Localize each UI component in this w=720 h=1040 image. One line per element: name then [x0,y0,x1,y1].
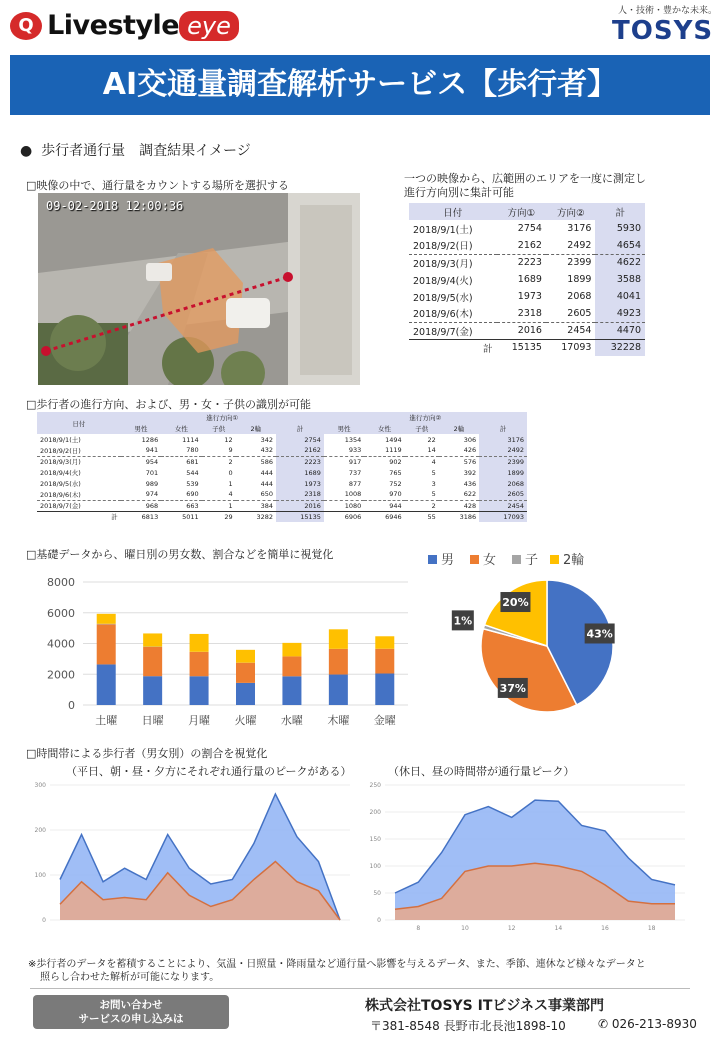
footnote-line2: 照らし合わせた解析が可能になります。 [40,972,220,983]
table-total-row [409,339,645,356]
legend-swatch [470,555,479,564]
bullet-icon: ● [20,143,33,159]
table-cell: 342 [260,435,274,444]
table-cell: 2399 [546,254,595,271]
table-cell: 576 [439,456,479,467]
contact-button-line2: サービスの申し込みは [78,1013,184,1025]
table-cell: 2318 [276,489,324,500]
x-tick-label: 日曜 [141,714,164,727]
table-subheader: 計 [479,423,527,434]
x-tick-label: 14 [554,925,563,932]
table-cell: 2492 [479,445,527,456]
table-cell: 428 [439,500,479,511]
contact-button[interactable] [33,995,229,1029]
bar-segment [282,656,301,676]
col-total: 計 [595,203,645,220]
table-cell: 3282 [236,511,276,522]
data-label: 1% [453,614,473,628]
tosys-logo: TOSYS [612,16,714,46]
y-tick-label: 100 [34,872,46,879]
table-cell: 737 [348,468,362,477]
bar-segment [190,634,209,652]
table-cell: 444 [260,468,274,477]
table-cell: 780 [186,446,199,455]
table-cell: 4041 [595,288,645,305]
table-cell: 1899 [567,274,592,285]
x-tick-label: 土曜 [95,714,118,727]
footer-divider [30,988,690,989]
table-cell: 2016 [497,322,546,339]
phone-icon: ✆ [598,1017,609,1031]
table-cell: 650 [260,490,274,499]
table-row [37,478,527,489]
tosys-tagline: 人・技術・豊かな未来。 [618,6,718,16]
table-cell: 2162 [276,445,324,456]
table-cell: 22 [427,435,436,444]
table-cell: 計 [37,511,121,522]
table-cell: 2068 [567,291,592,302]
table-cell: 544 [186,468,199,477]
table-cell: 2 [202,456,236,467]
table-subheader: 2輪 [439,423,479,434]
table-cell: 5011 [161,511,201,522]
table-cell: 3186 [439,511,479,522]
table-cell: 586 [236,456,276,467]
data-label: 43% [586,627,613,641]
x-tick-label: 木曜 [327,714,350,727]
table-row [37,467,527,478]
bar-segment [190,676,209,705]
table-cell: 5 [431,490,436,499]
table-row [409,322,645,339]
table-subheader: 男性 [121,423,161,434]
y-tick-label: 0 [42,917,46,924]
table-cell: 32228 [595,339,645,356]
contact-button-line1: お問い合わせ [99,999,163,1011]
y-tick-label: 200 [34,827,46,834]
legend-label: 女 [483,553,497,568]
table-cell: 4923 [595,305,645,322]
table-cell: 2018/9/7(金) [37,500,121,511]
table-cell: 539 [186,479,199,488]
section-heading-text: 歩行者通行量 調査結果イメージ [41,143,251,159]
camera-image [38,193,360,385]
table-cell: 15135 [497,339,546,356]
group-dir1: 進行方向① [121,412,324,423]
bar-segment [97,614,116,624]
table-cell: 933 [348,446,362,455]
table-cell: 55 [405,511,439,522]
table-cell: 954 [121,456,161,467]
table-cell: 941 [145,446,159,455]
bar-segment [282,676,301,705]
table-row [37,489,527,500]
page-title: AI交通量調査解析サービス【歩行者】 [10,55,710,115]
table-cell: 917 [324,456,364,467]
table-cell: 4654 [595,237,645,254]
table-cell: 2754 [276,434,324,445]
bar-segment [329,675,348,705]
table-cell: 2018/9/7(金) [409,322,497,339]
bar-segment [375,636,394,648]
table-row [409,220,645,237]
table-cell: 752 [389,479,402,488]
x-tick-label: 12 [507,925,516,932]
logo-text: Livestyle [47,10,180,41]
direction-table [409,203,645,356]
camera-caption: □映像の中で、通行量をカウントする場所を選択する [26,179,289,192]
table2-caption: □歩行者の進行方向、および、男・女・子供の識別が可能 [26,398,311,411]
camera-scene [38,193,360,385]
table-cell: 432 [260,446,274,455]
y-tick-label: 50 [373,890,381,897]
table-cell: 0 [228,468,233,477]
table-cell: 2018/9/2(日) [413,241,473,253]
gender-table [37,412,527,522]
table-cell: 436 [463,479,477,488]
ratio-pie-chart [420,548,720,728]
table-cell: 5930 [595,220,645,237]
table-cell: 1080 [324,500,364,511]
table-cell: 2318 [517,307,542,319]
bar-segment [236,650,255,663]
x-tick-label: 18 [647,925,656,932]
table-cell: 2223 [497,254,546,271]
table-subheader: 女性 [161,423,201,434]
table-cell: 3 [431,479,436,488]
table-cell: 2016 [276,500,324,511]
table-cell: 968 [121,500,161,511]
table-cell: 426 [463,446,477,455]
table-cell: 1286 [141,435,159,444]
table-row [409,254,645,271]
table-cell: 2018/9/1(土) [413,224,473,236]
y-tick-label: 4000 [47,637,75,651]
table-cell: 1973 [276,478,324,489]
table-cell: 15135 [276,511,324,522]
table-cell: 3588 [595,271,645,288]
table-cell: 29 [202,511,236,522]
company-name: 株式会社TOSYS ITビジネス事業部門 [365,998,604,1014]
holiday-time-area-chart [365,780,695,940]
y-tick-label: 6000 [47,606,75,620]
y-tick-label: 0 [68,699,75,712]
table-cell: 2018/9/6(木) [40,490,81,499]
table-row [409,305,645,322]
table-cell: 2018/9/6(木) [413,309,473,321]
x-tick-label: 金曜 [373,714,396,727]
legend-swatch [550,555,559,564]
table-cell: 1354 [344,435,362,444]
table-cell: 6906 [324,511,364,522]
table-cell: 681 [161,456,201,467]
table-cell: 2605 [567,307,592,319]
bar-segment [329,629,348,649]
table-cell: 6946 [364,511,404,522]
table-cell: 2454 [479,500,527,511]
weekday-bar-chart [28,570,418,740]
table-cell: 2 [405,500,439,511]
group-dir2: 進行方向② [324,412,527,423]
table-cell: 9 [228,446,233,455]
table-cell: 1689 [276,467,324,478]
table-total-row [37,511,527,522]
y-tick-label: 0 [377,917,381,924]
table-subheader: 子供 [202,423,236,434]
company-address: 〒381-8548 長野市北長池1898-10 [370,1019,566,1033]
table1-caption-line2: 進行方向別に集計可能 [404,186,514,199]
section-heading [20,140,251,160]
legend-swatch [428,555,437,564]
table-cell: 2018/9/3(月) [409,254,497,271]
data-label: 20% [502,596,529,610]
table-cell: 1973 [517,291,542,302]
phone-number[interactable]: 026-213-8930 [611,1017,697,1031]
table-cell: 17093 [479,511,527,522]
table-cell: 2018/9/5(水) [40,480,81,488]
col-dir2: 方向② [546,203,595,220]
bar-segment [143,676,162,705]
y-tick-label: 150 [369,836,381,843]
bar-segment [143,633,162,646]
table-cell: 5 [431,468,436,477]
table-cell: 12 [224,435,233,444]
x-tick-label: 10 [461,925,469,932]
table-cell: 2454 [546,322,595,339]
x-tick-label: 月曜 [188,714,211,727]
camera-timestamp: 09-02-2018 12:00:36 [46,199,184,213]
bar-segment [282,643,301,657]
table-cell: 3176 [567,223,592,234]
y-tick-label: 250 [369,782,381,789]
time-sub-left: （平日、朝・昼・夕方にそれぞれ通行量のピークがある） [66,765,352,778]
time-caption: □時間帯による歩行者（男女別）の割合を視覚化 [26,747,268,760]
y-tick-label: 100 [369,863,381,870]
bar-segment [97,624,116,625]
table1-caption [404,172,646,200]
table-cell: 2018/9/5(水) [413,292,473,304]
bar-segment [97,664,116,705]
table-cell: 1494 [385,435,402,444]
table-cell: 6813 [121,511,161,522]
livestyle-logo [10,10,239,41]
table-cell: 701 [145,468,159,477]
table-subheader: 2輪 [236,423,276,434]
table-cell: 392 [463,468,477,477]
table-cell: 663 [161,500,201,511]
table-cell: 2018/9/3(月) [37,456,121,467]
table-cell: 384 [236,500,276,511]
time-sub-right: （休日、昼の時間帯が通行量ピーク） [388,765,575,778]
table-cell: 970 [389,490,402,499]
legend-label: 子 [525,553,539,568]
bar-segment [375,674,394,705]
table-cell: 4622 [595,254,645,271]
table-cell: 444 [260,479,274,488]
table-cell: 1114 [182,435,199,444]
table-cell: 1 [202,500,236,511]
table-cell: 2605 [479,489,527,500]
table-cell: 1689 [517,274,542,285]
bar-segment [375,649,394,674]
col-date: 日付 [409,203,497,220]
charts-caption: □基礎データから、曜日別の男女数、割合などを簡単に視覚化 [26,548,334,561]
table-cell: 4470 [595,322,645,339]
table-cell: 4 [405,456,439,467]
table-row [37,434,527,445]
x-tick-label: 16 [601,925,609,932]
table-cell: 14 [427,446,436,455]
footnote [28,958,646,984]
bar-segment [329,649,348,675]
col-dir1: 方向① [497,203,546,220]
table-subheader: 女性 [364,423,404,434]
table-cell: 2018/9/4(火) [40,469,81,477]
table-cell: 902 [364,456,404,467]
table-cell: 17093 [546,339,595,356]
bar-segment [236,683,255,705]
table-row [37,500,527,511]
bar-segment [143,647,162,676]
table-cell: 2754 [517,223,542,234]
x-tick-label: 8 [416,925,421,932]
table-cell: 2068 [479,478,527,489]
table-subheader: 子供 [405,423,439,434]
table-cell: 2492 [567,239,592,251]
table-cell: 974 [145,490,159,499]
table-cell: 622 [463,490,477,499]
legend-label: 男 [441,553,455,568]
table-cell: 1899 [479,467,527,478]
table-cell: 877 [348,479,362,488]
y-tick-label: 2000 [47,668,75,682]
table-row [409,271,645,288]
table-cell: 1008 [344,490,362,499]
table-cell: 2399 [479,456,527,467]
table-cell: 計 [409,339,497,356]
y-tick-label: 200 [369,809,381,816]
y-tick-label: 300 [34,782,46,789]
footnote-line1: ※歩行者のデータを蓄積することにより、気温・日照量・降雨量など通行量へ影響を与えるデータ、また、季節、連休など様々なデータと [28,959,646,970]
table-cell: 4 [228,490,233,499]
table-row [37,456,527,467]
table-cell: 944 [364,500,404,511]
bar-segment [97,624,116,664]
table-cell: 1119 [385,446,402,455]
livestyle-logo-icon: Q [10,12,42,40]
table-cell: 2018/9/2(日) [40,446,81,455]
company-phone [598,1017,697,1031]
table-row [409,237,645,254]
col-date: 日付 [37,412,121,434]
x-tick-label: 水曜 [280,714,303,727]
table-cell: 2018/9/4(火) [413,275,473,287]
table-cell: 690 [186,490,199,499]
x-tick-label: 火曜 [234,714,257,727]
bar-segment [236,663,255,683]
table-cell: 765 [389,468,402,477]
table-cell: 2223 [276,456,324,467]
table-row [37,445,527,456]
table-row [409,288,645,305]
table-cell: 306 [463,435,477,444]
y-tick-label: 8000 [47,576,75,589]
legend-swatch [512,555,521,564]
weekday-time-area-chart [30,780,360,940]
table-cell: 2162 [517,239,542,251]
table-cell: 1 [228,479,233,488]
table-cell: 989 [145,479,159,488]
table-cell: 3176 [479,434,527,445]
table-cell: 2018/9/1(土) [40,436,81,444]
table-subheader: 計 [276,423,324,434]
data-label: 37% [499,681,526,695]
bar-segment [190,652,209,676]
logo-eye: eye [179,11,239,41]
legend-label: 2輪 [563,553,585,568]
table-subheader: 男性 [324,423,364,434]
table1-caption-line1: 一つの映像から、広範囲のエリアを一度に測定し [404,172,646,185]
